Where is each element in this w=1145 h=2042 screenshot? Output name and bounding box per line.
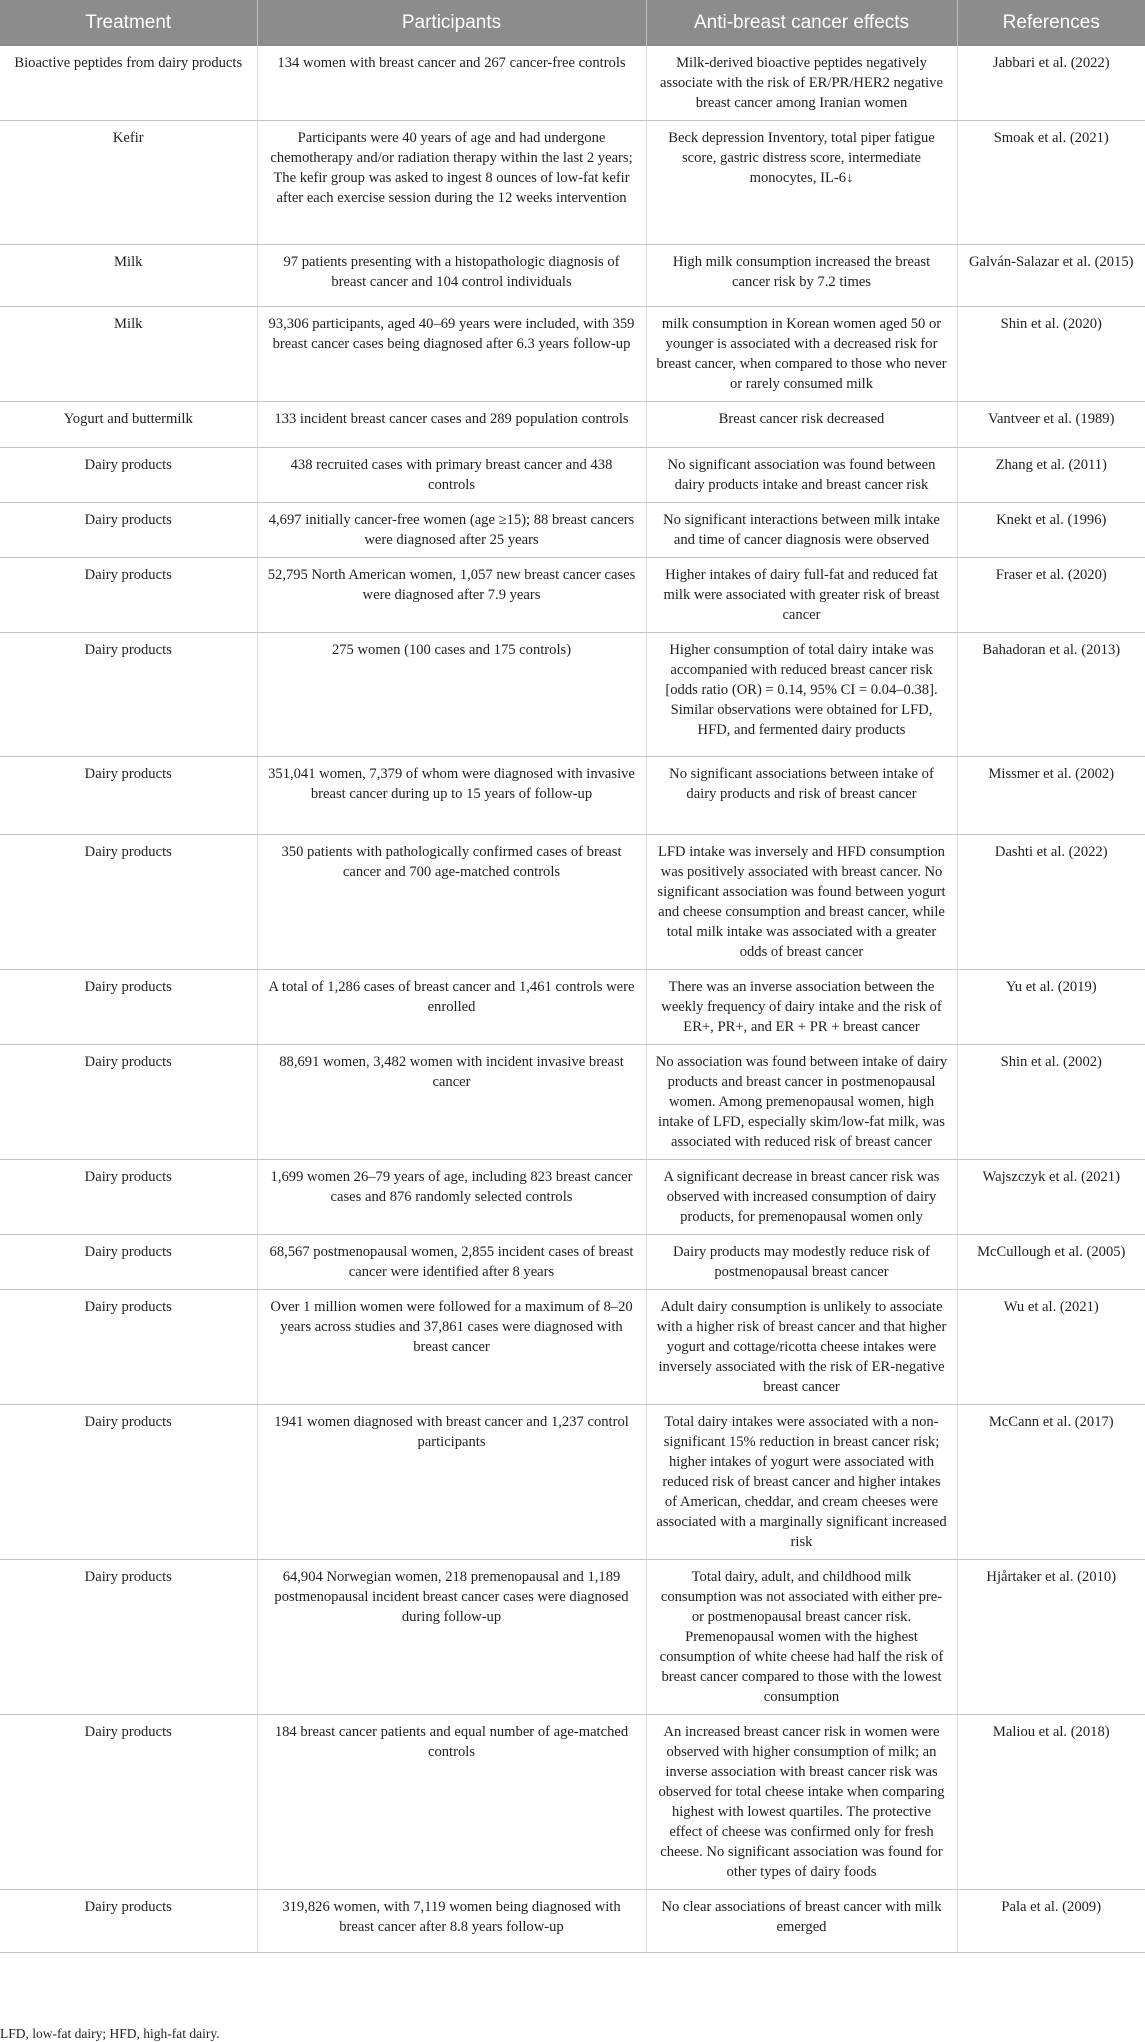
participants-cell: 52,795 North American women, 1,057 new breast cancer cases were diagnosed after 7.9 years [257,558,646,633]
reference-cell: Pala et al. (2009) [957,1890,1145,1953]
participants-cell: 1941 women diagnosed with breast cancer and 1,237 control participants [257,1405,646,1560]
column-header-treatment: Treatment [0,0,257,46]
effects-cell: Adult dairy consumption is unlikely to associate with a higher risk of breast cancer and that higher yogurt and cottage/ricotta cheese intakes were inversely associated with the risk of ER-negative breast cancer [646,1290,957,1405]
table-row [0,448,1145,503]
treatment-cell: Dairy products [0,1405,257,1560]
treatment-cell: Dairy products [0,503,257,558]
treatment-cell: Dairy products [0,1890,257,1953]
participants-cell: 319,826 women, with 7,119 women being diagnosed with breast cancer after 8.8 years follow-up [257,1890,646,1953]
effects-cell: Total dairy, adult, and childhood milk consumption was not associated with either pre- or postmenopausal breast cancer risk. Premenopausal women with the highest consumption of white cheese had half the risk of breast cancer compared to those with the lowest consumption [646,1560,957,1715]
table-row [0,558,1145,633]
treatment-cell: Dairy products [0,1235,257,1290]
reference-cell: Wu et al. (2021) [957,1290,1145,1405]
reference-cell: Bahadoran et al. (2013) [957,633,1145,757]
table-row [0,1890,1145,1953]
effects-cell: No association was found between intake of dairy products and breast cancer in postmenopausal women. Among premenopausal women, high intake of LFD, especially skim/low-fat milk, was associated with reduced risk of breast cancer [646,1045,957,1160]
treatment-cell: Dairy products [0,558,257,633]
treatment-cell: Dairy products [0,1160,257,1235]
participants-cell: 68,567 postmenopausal women, 2,855 incident cases of breast cancer were identified after 8 years [257,1235,646,1290]
table-row [0,970,1145,1045]
treatment-cell: Milk [0,245,257,307]
participants-cell: 1,699 women 26–79 years of age, including 823 breast cancer cases and 876 randomly selected controls [257,1160,646,1235]
treatment-cell: Dairy products [0,448,257,503]
treatment-cell: Dairy products [0,757,257,835]
reference-cell: Smoak et al. (2021) [957,121,1145,245]
participants-cell: 133 incident breast cancer cases and 289 population controls [257,402,646,448]
reference-cell: Hjårtaker et al. (2010) [957,1560,1145,1715]
reference-cell: Wajszczyk et al. (2021) [957,1160,1145,1235]
effects-cell: Beck depression Inventory, total piper fatigue score, gastric distress score, intermediate monocytes, IL-6↓ [646,121,957,245]
table-row [0,402,1145,448]
treatment-cell: Kefir [0,121,257,245]
reference-cell: Jabbari et al. (2022) [957,46,1145,121]
reference-cell: Missmer et al. (2002) [957,757,1145,835]
participants-cell: 134 women with breast cancer and 267 cancer-free controls [257,46,646,121]
participants-cell: 184 breast cancer patients and equal number of age-matched controls [257,1715,646,1890]
reference-cell: Dashti et al. (2022) [957,835,1145,970]
treatment-cell: Milk [0,307,257,402]
effects-cell: There was an inverse association between the weekly frequency of dairy intake and the risk of ER+, PR+, and ER + PR + breast cancer [646,970,957,1045]
reference-cell: Yu et al. (2019) [957,970,1145,1045]
table-row [0,245,1145,307]
table-row [0,1290,1145,1405]
participants-cell: A total of 1,286 cases of breast cancer and 1,461 controls were enrolled [257,970,646,1045]
table-row [0,1715,1145,1890]
column-header-effects: Anti-breast cancer effects [646,0,957,46]
participants-cell: 4,697 initially cancer-free women (age ≥15); 88 breast cancers were diagnosed after 25 years [257,503,646,558]
effects-cell: Higher consumption of total dairy intake was accompanied with reduced breast cancer risk [odds ratio (OR) = 0.14, 95% CI = 0.04–0.38]. Similar observations were obtained for LFD, HFD, and fermented dairy products [646,633,957,757]
table-row [0,633,1145,757]
treatment-cell: Dairy products [0,633,257,757]
reference-cell: Shin et al. (2020) [957,307,1145,402]
reference-cell: McCann et al. (2017) [957,1405,1145,1560]
treatment-cell: Yogurt and buttermilk [0,402,257,448]
participants-cell: 97 patients presenting with a histopathologic diagnosis of breast cancer and 104 control individuals [257,245,646,307]
table-header [0,0,1145,46]
treatment-cell: Dairy products [0,970,257,1045]
column-header-references: References [957,0,1145,46]
participants-cell: 351,041 women, 7,379 of whom were diagnosed with invasive breast cancer during up to 15 years of follow-up [257,757,646,835]
effects-cell: No significant associations between intake of dairy products and risk of breast cancer [646,757,957,835]
table-row [0,46,1145,121]
table-row [0,1560,1145,1715]
table-footnote: LFD, low-fat dairy; HFD, high-fat dairy. [0,2026,220,2041]
reference-cell: McCullough et al. (2005) [957,1235,1145,1290]
table-row [0,835,1145,970]
participants-cell: Participants were 40 years of age and had undergone chemotherapy and/or radiation therapy within the last 2 years; The kefir group was asked to ingest 8 ounces of low-fat kefir after each exercise session during the 12 weeks intervention [257,121,646,245]
effects-cell: Milk-derived bioactive peptides negatively associate with the risk of ER/PR/HER2 negative breast cancer among Iranian women [646,46,957,121]
effects-cell: milk consumption in Korean women aged 50 or younger is associated with a decreased risk for breast cancer, when compared to those who never or rarely consumed milk [646,307,957,402]
reference-cell: Galván-Salazar et al. (2015) [957,245,1145,307]
table-row [0,1235,1145,1290]
participants-cell: Over 1 million women were followed for a maximum of 8–20 years across studies and 37,861 cases were diagnosed with breast cancer [257,1290,646,1405]
effects-cell: No significant association was found between dairy products intake and breast cancer risk [646,448,957,503]
participants-cell: 438 recruited cases with primary breast cancer and 438 controls [257,448,646,503]
effects-cell: No significant interactions between milk intake and time of cancer diagnosis were observed [646,503,957,558]
effects-cell: A significant decrease in breast cancer risk was observed with increased consumption of dairy products, for premenopausal women only [646,1160,957,1235]
participants-cell: 64,904 Norwegian women, 218 premenopausal and 1,189 postmenopausal incident breast cancer cases were diagnosed during follow-up [257,1560,646,1715]
effects-cell: Dairy products may modestly reduce risk of postmenopausal breast cancer [646,1235,957,1290]
table-row [0,1160,1145,1235]
treatment-cell: Bioactive peptides from dairy products [0,46,257,121]
table-row [0,1045,1145,1160]
reference-cell: Shin et al. (2002) [957,1045,1145,1160]
participants-cell: 88,691 women, 3,482 women with incident invasive breast cancer [257,1045,646,1160]
table-row [0,503,1145,558]
treatment-cell: Dairy products [0,1045,257,1160]
table-row [0,121,1145,245]
reference-cell: Vantveer et al. (1989) [957,402,1145,448]
reference-cell: Fraser et al. (2020) [957,558,1145,633]
treatment-cell: Dairy products [0,1290,257,1405]
table-row [0,757,1145,835]
reference-cell: Maliou et al. (2018) [957,1715,1145,1890]
participants-cell: 350 patients with pathologically confirmed cases of breast cancer and 700 age-matched controls [257,835,646,970]
effects-cell: Breast cancer risk decreased [646,402,957,448]
participants-cell: 275 women (100 cases and 175 controls) [257,633,646,757]
reference-cell: Zhang et al. (2011) [957,448,1145,503]
effects-cell: Total dairy intakes were associated with a non-significant 15% reduction in breast cancer risk; higher intakes of yogurt were associated with reduced risk of breast cancer and higher intakes of American, cheddar, and cream cheeses were associated with a marginally significant increased risk [646,1405,957,1560]
table-row [0,1405,1145,1560]
reference-cell: Knekt et al. (1996) [957,503,1145,558]
effects-cell: LFD intake was inversely and HFD consumption was positively associated with breast cancer. No significant association was found between yogurt and cheese consumption and breast cancer, while total milk intake was associated with a greater odds of breast cancer [646,835,957,970]
effects-cell: Higher intakes of dairy full-fat and reduced fat milk were associated with greater risk of breast cancer [646,558,957,633]
participants-cell: 93,306 participants, aged 40–69 years were included, with 359 breast cancer cases being diagnosed after 6.3 years follow-up [257,307,646,402]
effects-cell: No clear associations of breast cancer with milk emerged [646,1890,957,1953]
effects-cell: An increased breast cancer risk in women were observed with higher consumption of milk; an inverse association with breast cancer risk was observed for total cheese intake when comparing highest with lowest quartiles. The protective effect of cheese was confirmed only for fresh cheese. No significant association was found for other types of dairy foods [646,1715,957,1890]
table-body [0,46,1145,1953]
treatment-cell: Dairy products [0,835,257,970]
column-header-participants: Participants [257,0,646,46]
treatment-cell: Dairy products [0,1560,257,1715]
header-row [0,0,1145,46]
treatment-cell: Dairy products [0,1715,257,1890]
table-row [0,307,1145,402]
effects-cell: High milk consumption increased the breast cancer risk by 7.2 times [646,245,957,307]
